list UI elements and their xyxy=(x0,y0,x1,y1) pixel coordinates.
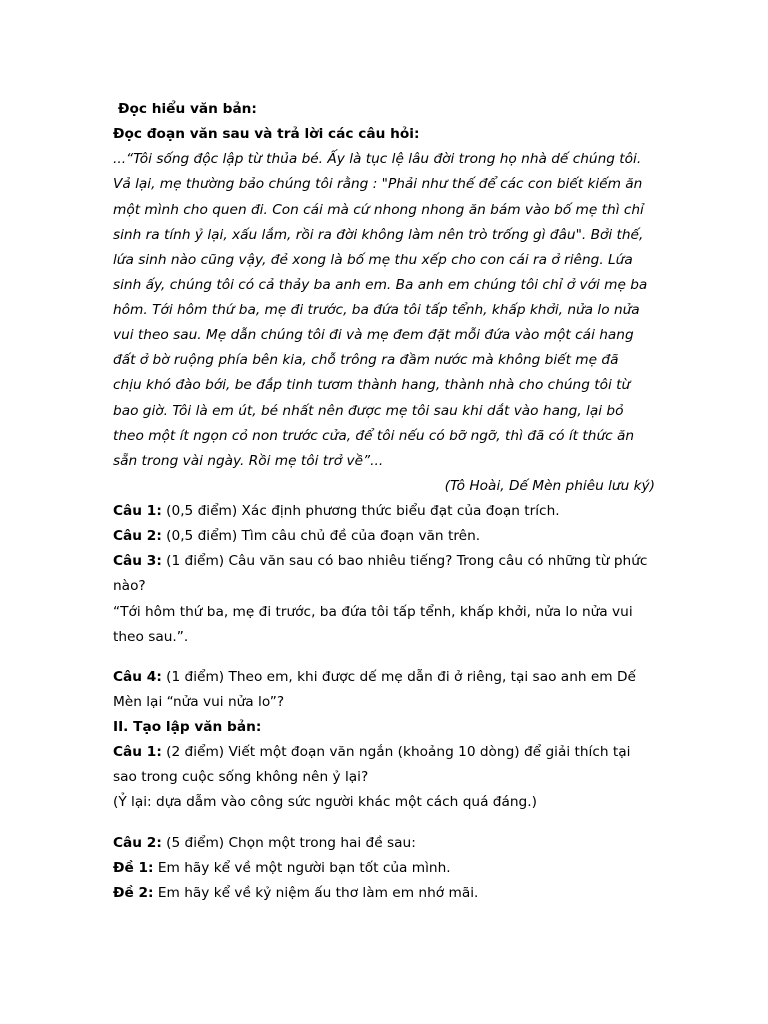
question-3-quote: “Tới hôm thứ ba, mẹ đi trước, ba đứa tôi tấp tểnh, khấp khởi, nửa lo nửa vui xyxy=(113,603,633,620)
question-label: Câu 2: xyxy=(113,834,162,851)
question-text: (2 điểm) Viết một đoạn văn ngắn (khoảng 10 dòng) để giải thích tại xyxy=(166,744,631,761)
question-text: (1 điểm) Theo em, khi được dế mẹ dẫn đi ở riêng, tại sao anh em Dế xyxy=(166,668,636,685)
reading-instruction: Đọc đoạn văn sau và trả lời các câu hỏi: xyxy=(113,126,420,143)
passage-line: lứa sinh nào cũng vậy, đẻ xong là bố mẹ thu xếp cho con cái ra ở riêng. Lứa xyxy=(113,251,633,268)
passage-line: đất ở bờ ruộng phía bên kia, chỗ trông ra đầm nước mà không biết mẹ đã xyxy=(113,352,619,369)
passage-line: theo một ít ngọn cỏ non trước cửa, để tôi nếu có bỡ ngỡ, thì đã có ít thức ăn xyxy=(113,427,635,444)
question-1 xyxy=(113,499,655,524)
question-3-continuation: nào? xyxy=(113,578,146,595)
passage-line: Vả lại, mẹ thường bảo chúng tôi rằng : "Phải như thế để các con biết kiếm ăn xyxy=(113,176,643,193)
writing-question-1-note: (Ỷ lại: dựa dẫm vào công sức người khác một cách quá đáng.) xyxy=(113,794,537,811)
document-body xyxy=(113,97,655,906)
topic-label: Đề 1: xyxy=(113,859,154,876)
passage-line: một mình cho quen đi. Con cái mà cứ nhong nhong ăn bám vào bố mẹ thì chỉ xyxy=(113,201,644,218)
section-heading-writing: II. Tạo lập văn bản: xyxy=(113,719,262,735)
question-label: Câu 4: xyxy=(113,668,162,685)
question-2 xyxy=(113,524,655,549)
question-label: Câu 2: xyxy=(113,528,162,545)
question-4-continuation: Mèn lại “nửa vui nửa lo”? xyxy=(113,693,285,710)
question-text: (0,5 điểm) Xác định phương thức biểu đạt của đoạn trích. xyxy=(166,503,560,519)
passage-line: sẵn trong vài ngày. Rồi mẹ tôi trở về”... xyxy=(113,452,384,469)
question-text: (1 điểm) Câu văn sau có bao nhiêu tiếng? Trong câu có những từ phức xyxy=(166,553,648,570)
section-heading-reading: Đọc hiểu văn bản: xyxy=(118,101,257,117)
question-text: (0,5 điểm) Tìm câu chủ đề của đoạn văn trên. xyxy=(166,528,481,545)
writing-question-1-continuation: sao trong cuộc sống không nên ỷ lại? xyxy=(113,769,369,786)
passage-line: bao giờ. Tôi là em út, bé nhất nên được mẹ tôi sau khi dắt vào hang, lại bỏ xyxy=(113,402,624,419)
passage-line: sinh ấy, chúng tôi có cả thảy ba anh em. Ba anh em chúng tôi chỉ ở với mẹ ba xyxy=(113,276,648,293)
question-4 xyxy=(113,665,655,690)
question-3-quote-end: theo sau.”. xyxy=(113,628,189,645)
passage-line: sinh ra tính ỷ lại, xấu lắm, rồi ra đời không làm nên trò trống gì đâu". Bởi thế, xyxy=(113,226,644,243)
question-label: Câu 1: xyxy=(113,503,162,519)
topic-label: Đề 2: xyxy=(113,884,154,901)
question-label: Câu 1: xyxy=(113,744,162,761)
writing-question-2 xyxy=(113,831,655,856)
writing-question-1 xyxy=(113,740,655,765)
passage xyxy=(113,147,655,474)
passage-line: ...“Tôi sống độc lập từ thủa bé. Ấy là tục lệ lâu đời trong họ nhà dế chúng tôi. xyxy=(113,151,642,168)
passage-citation: (Tô Hoài, Dế Mèn phiêu lưu ký) xyxy=(444,477,655,494)
topic-2 xyxy=(113,881,655,906)
passage-line: hôm. Tới hôm thứ ba, mẹ đi trước, ba đứa tôi tấp tểnh, khấp khởi, nửa lo nửa xyxy=(113,302,640,318)
question-text: (5 điểm) Chọn một trong hai đề sau: xyxy=(166,834,416,851)
passage-line: vui theo sau. Mẹ dẫn chúng tôi đi và mẹ đem đặt mỗi đứa vào một cái hang xyxy=(113,327,634,344)
topic-text: Em hãy kể về kỷ niệm ấu thơ làm em nhớ mãi. xyxy=(157,884,479,901)
question-label: Câu 3: xyxy=(113,553,162,570)
passage-line: chịu khó đào bới, be đắp tinh tươm thành hang, thành nhà cho chúng tôi từ xyxy=(113,377,631,394)
topic-1 xyxy=(113,856,655,881)
question-3 xyxy=(113,549,655,574)
topic-text: Em hãy kể về một người bạn tốt của mình. xyxy=(157,859,451,876)
